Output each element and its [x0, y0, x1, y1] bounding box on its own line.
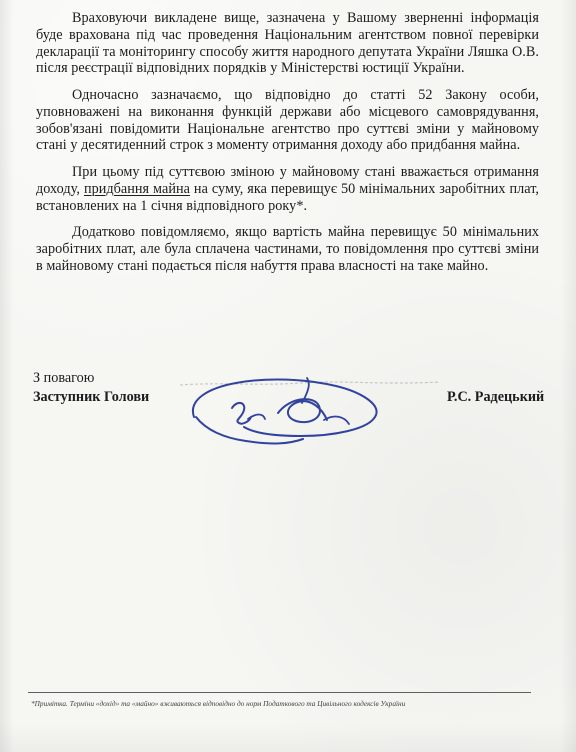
footnote-separator-line	[28, 692, 531, 693]
footnote-text: *Примітка. Терміни «дохід» та «майно» вживаються відповідно до норм Податкового та Цивільного кодексів України	[31, 699, 406, 708]
paragraph-3-before: При цьому під суттєвою зміною у майновому стані вважається отримання доходу,	[36, 164, 539, 197]
scan-shadow-left	[0, 0, 14, 752]
paragraph-4: Додатково повідомляємо, якщо вартість майна перевищує 50 мінімальних заробітних плат, але була сплачена частинами, то повідомлення про суттєві зміни в майновому стані подається після набуття права власності на таке майно.	[36, 224, 539, 274]
paragraph-3-underlined-phrase: придбання майна	[83, 180, 190, 197]
scan-shadow-right	[560, 0, 576, 752]
handwritten-signature	[186, 372, 386, 456]
paragraph-1: Враховуючи викладене вище, зазначена у Вашому зверненні інформація буде врахована під час проведення Національним агентством повної перевірки декларації та моніторингу способу життя народного депутата України Ляшка О.В. після реєстрації відповідних порядків у Міністерстві юстиції України.	[36, 10, 539, 77]
letter-body	[36, 10, 539, 275]
scan-shadow-bottom	[0, 722, 576, 752]
signatory-title: Заступник Голови	[33, 389, 150, 405]
closing-phrase: З повагою	[33, 370, 95, 386]
paragraph-2: Одночасно зазначаємо, що відповідно до статті 52 Закону особи, уповноважені на виконання функцій держави або місцевого самоврядування, зобов'язані повідомити Національне агентство про суттєві зміни у майновому стані у десятиденний строк з моменту отримання доходу або придбання майна.	[36, 87, 539, 154]
paragraph-3-after: на суму, яка перевищує 50 мінімальних заробітних плат, встановлених на 1 січня відповідного року*.	[36, 180, 539, 214]
paragraph-3	[36, 164, 539, 214]
signatory-name: Р.С. Радецький	[447, 389, 545, 405]
